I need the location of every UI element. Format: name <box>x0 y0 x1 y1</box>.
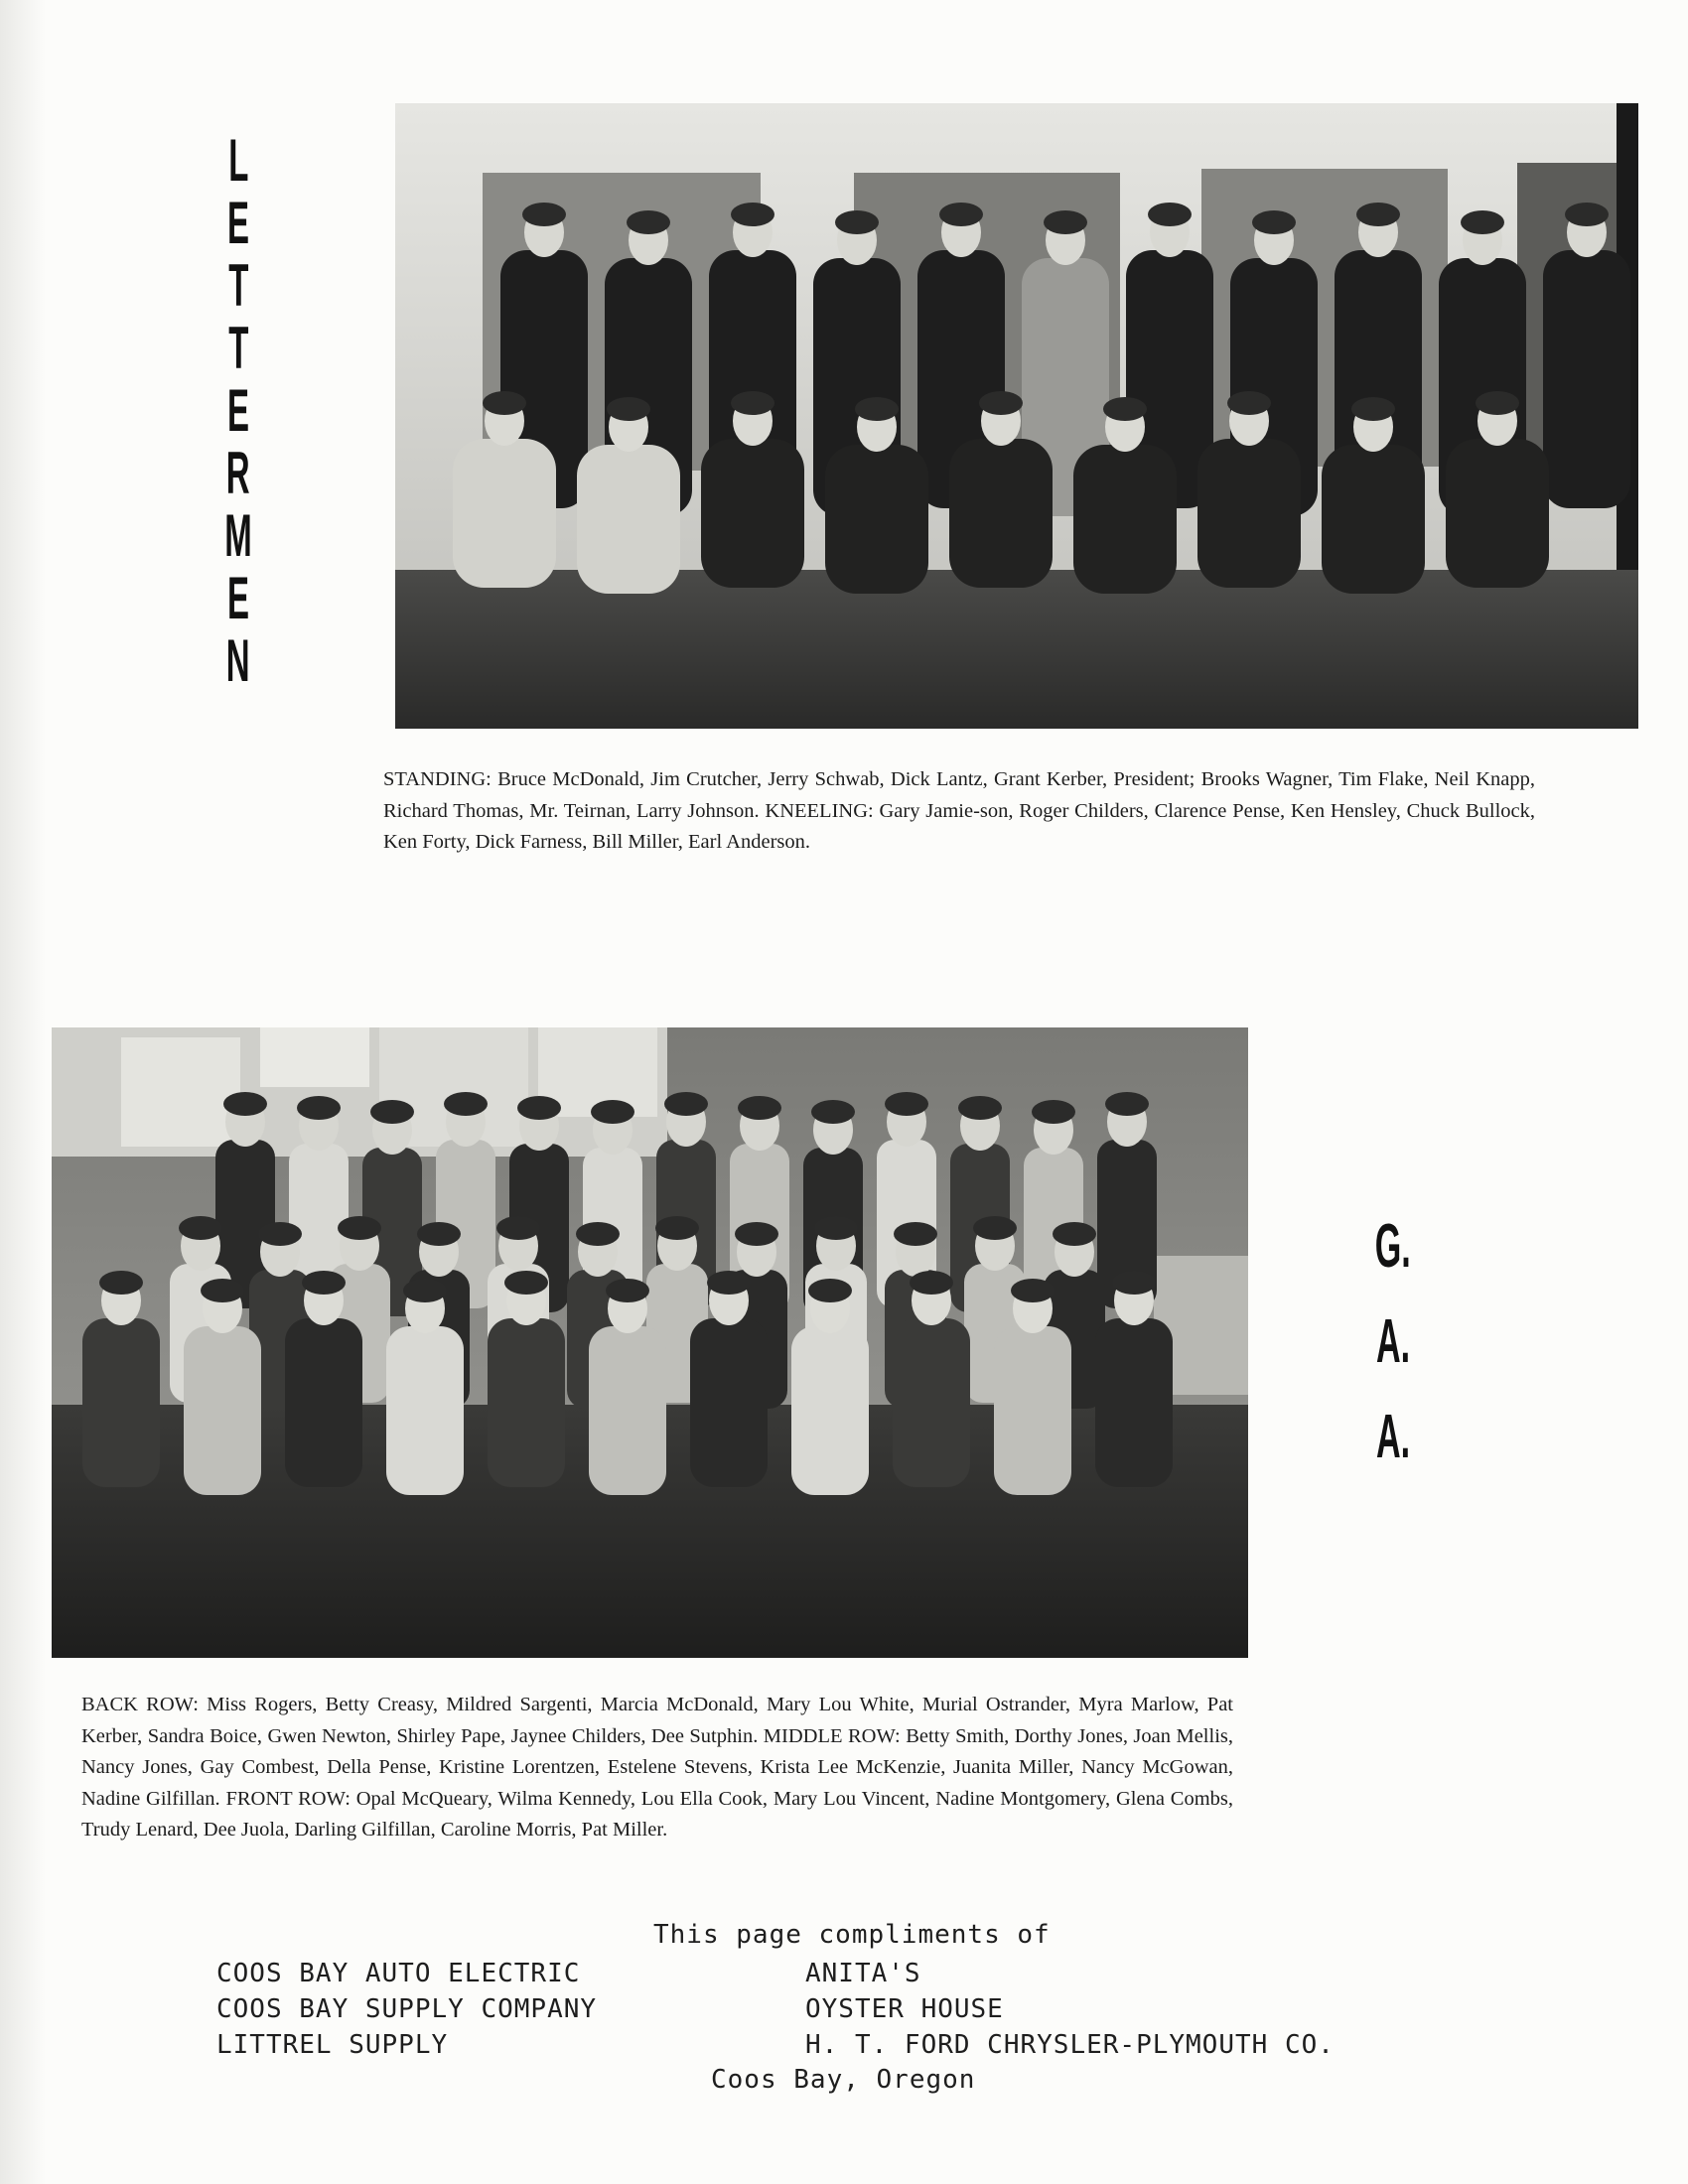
lettermen-title <box>204 127 273 694</box>
title-letter: T <box>227 315 249 381</box>
title-letter: E <box>226 377 250 444</box>
title-letter: A. <box>1375 1307 1411 1376</box>
title-letter: R <box>226 440 250 506</box>
credits-location: Coos Bay, Oregon <box>711 2065 976 2095</box>
sponsor-name: COOS BAY AUTO ELECTRIC <box>216 1959 581 1988</box>
sponsor-name: H. T. FORD CHRYSLER-PLYMOUTH CO. <box>805 2030 1335 2060</box>
page-edge-shadow <box>0 0 46 2184</box>
lettermen-group-photo <box>395 103 1638 729</box>
lettermen-caption: STANDING: Bruce McDonald, Jim Crutcher, Jerry Schwab, Dick Lantz, Grant Kerber, President; Brooks Wagner, Tim Flake, Neil Knapp, Richard Thomas, Mr. Teirnan, Larry Johnson. KNEELING: Gary Jamie-son, Roger Childers, Clarence Pense, Ken Hensley, Chuck Bullock, Ken Forty, Dick Farness, Bill Miller, Earl Anderson. <box>383 768 1535 853</box>
sponsor-list-left <box>216 1956 597 2063</box>
title-letter: L <box>227 127 249 194</box>
sponsor-name: LITTREL SUPPLY <box>216 2030 449 2060</box>
title-letter: A. <box>1375 1403 1411 1471</box>
title-letter: E <box>226 190 250 256</box>
sponsor-list-right <box>805 1956 1335 2063</box>
sponsor-name: OYSTER HOUSE <box>805 1994 1004 2024</box>
credits-heading: This page compliments of <box>653 1920 1051 1950</box>
sponsor-name: COOS BAY SUPPLY COMPANY <box>216 1994 598 2024</box>
title-letter: M <box>224 502 252 569</box>
gaa-caption: BACK ROW: Miss Rogers, Betty Creasy, Mildred Sargenti, Marcia McDonald, Mary Lou White, Murial Ostrander, Myra Marlow, Pat Kerber, Sandra Boice, Gwen Newton, Shirley Pape, Jaynee Childers, Dee Sutphin. MIDDLE ROW: Betty Smith, Dorthy Jones, Joan Mellis, Nancy Jones, Gay Combest, Della Pense, Kristine Lorentzen, Estelene Stevens, Krista Lee McKenzie, Juanita Miller, Nancy McGowan, Nadine Gilfillan. FRONT ROW: Opal McQueary, Wilma Kennedy, Lou Ella Cook, Mary Lou Vincent, Nadine Montgomery, Glena Combs, Trudy Lenard, Dee Juola, Darling Gilfillan, Caroline Morris, Pat Miller. <box>81 1694 1233 1841</box>
title-letter: N <box>226 627 250 694</box>
title-letter: G. <box>1374 1212 1411 1281</box>
sponsor-name: ANITA'S <box>805 1959 921 1988</box>
lettermen-photo-illustration <box>395 103 1638 729</box>
gaa-title <box>1358 1212 1428 1502</box>
gaa-group-photo <box>52 1027 1248 1658</box>
title-letter: E <box>226 565 250 631</box>
gaa-photo-illustration <box>52 1027 1248 1658</box>
title-letter: T <box>227 252 249 319</box>
